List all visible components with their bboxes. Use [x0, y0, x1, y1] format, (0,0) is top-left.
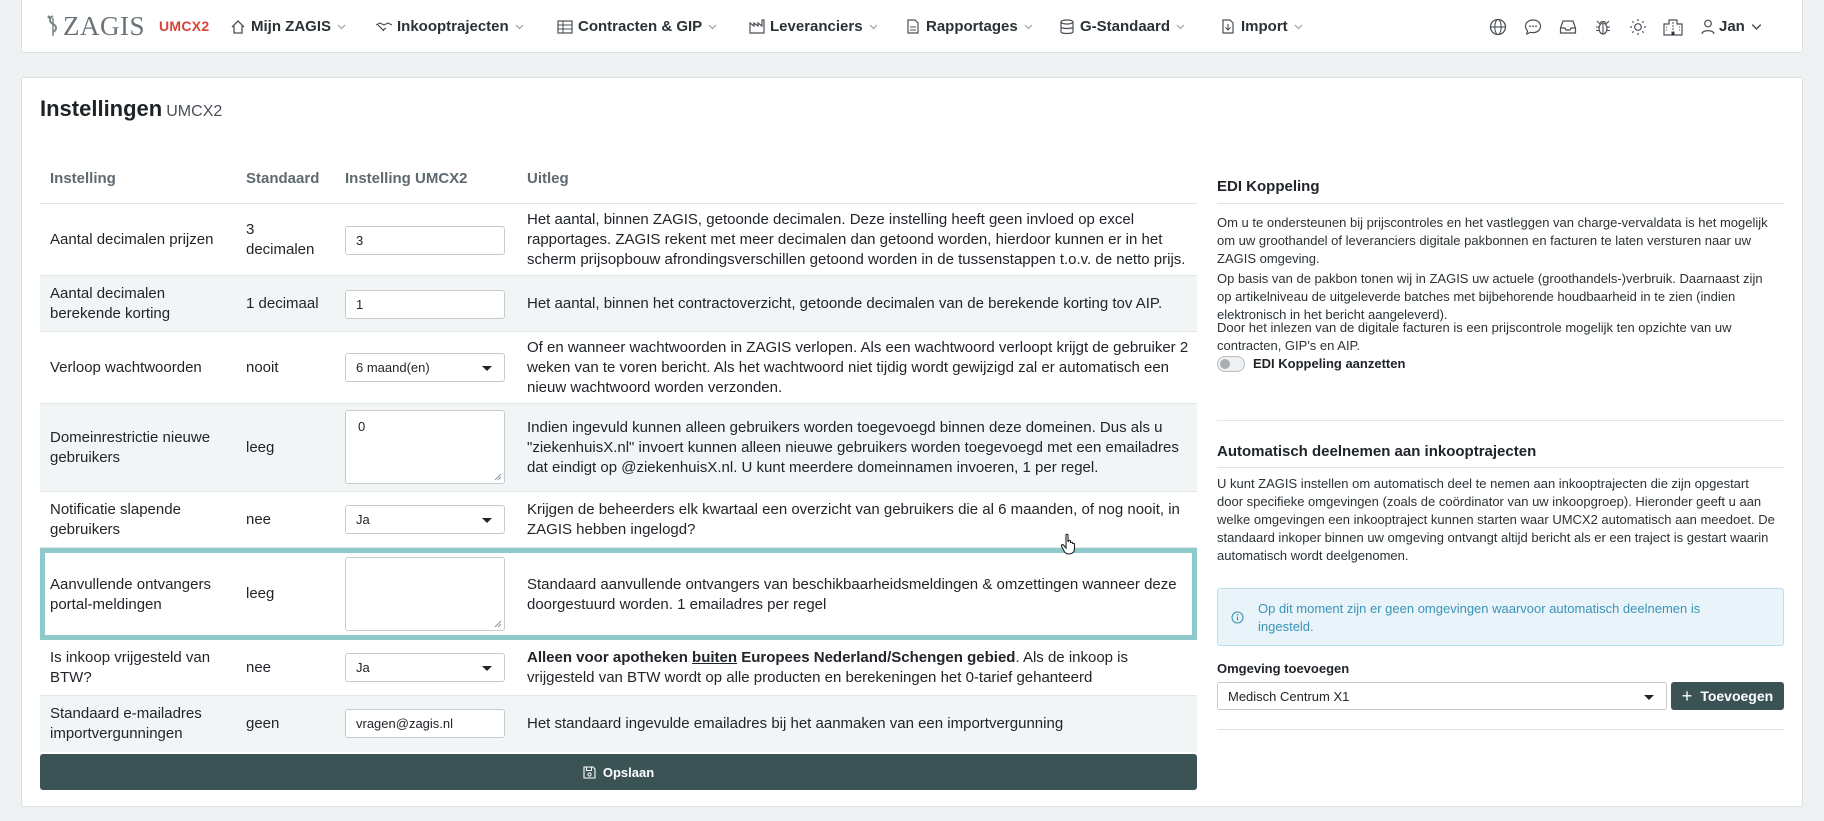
database-icon — [1058, 18, 1076, 36]
nav-label: Rapportages — [926, 18, 1018, 35]
setting-name: Notificatie slapende gebruikers — [50, 501, 181, 538]
info-text: Op dit moment zijn er geen omgevingen waarvoor automatisch deelnemen is ingesteld. — [1258, 601, 1701, 634]
auto-title: Automatisch deelnemen aan inkooptrajecten — [1217, 443, 1537, 460]
user-menu[interactable] — [1701, 0, 1762, 53]
table-row — [40, 492, 1197, 548]
chat-icon[interactable] — [1523, 17, 1543, 37]
verloop-wachtwoorden-select[interactable] — [345, 353, 505, 382]
decimalen-prijzen-input[interactable]: 3 — [345, 226, 505, 255]
user-icon — [1701, 19, 1715, 35]
divider — [1217, 420, 1784, 421]
caret-down-icon — [482, 518, 492, 523]
nav-label: Contracten & GIP — [578, 18, 703, 35]
chevron-down-icon — [869, 22, 878, 31]
header-uitleg: Uitleg — [527, 170, 569, 187]
nav-label: Import — [1241, 18, 1288, 35]
brand[interactable] — [44, 11, 210, 42]
select-value: Ja — [356, 512, 370, 527]
environment-select[interactable] — [1217, 682, 1667, 710]
setting-standard: leeg — [246, 585, 275, 602]
zagis-logo-icon — [44, 14, 62, 38]
setting-name: Aantal decimalen prijzen — [50, 231, 214, 248]
import-icon — [1219, 18, 1237, 36]
domeinrestrictie-textarea[interactable] — [345, 410, 505, 484]
nav-label: G-Standaard — [1080, 18, 1171, 35]
settings-card — [21, 77, 1803, 807]
textarea-value: 0 — [358, 419, 366, 434]
divider — [1217, 467, 1784, 468]
chevron-down-icon — [1751, 21, 1762, 32]
btw-vrijgesteld-select[interactable] — [345, 653, 505, 682]
resize-grip-icon[interactable] — [494, 473, 502, 481]
table-icon — [556, 18, 574, 36]
sun-icon[interactable] — [1628, 17, 1648, 37]
page-title — [40, 96, 222, 122]
inbox-icon[interactable] — [1558, 17, 1578, 37]
nav-g-standaard[interactable] — [1058, 0, 1185, 53]
setting-name: Domeinrestrictie nieuwe gebruikers — [50, 429, 211, 466]
bug-icon[interactable] — [1593, 17, 1613, 37]
caret-down-icon — [1644, 695, 1654, 700]
table-row — [40, 332, 1197, 404]
auto-participation-section — [1217, 443, 1784, 793]
chevron-down-icon — [337, 22, 346, 31]
setting-name: Aantal decimalen berekende korting — [50, 285, 171, 322]
toggle-knob — [1220, 359, 1230, 369]
table-header — [40, 158, 1197, 204]
nav-contracten[interactable] — [556, 0, 717, 53]
setting-standard: 1 decimaal — [246, 295, 319, 312]
nav-inkooptrajecten[interactable] — [375, 0, 524, 53]
add-environment-label: Omgeving toevoegen — [1217, 661, 1350, 676]
resize-grip-icon[interactable] — [494, 620, 502, 628]
setting-explanation: Of en wanneer wachtwoorden in ZAGIS verlopen. Als een wachtwoord verloopt krijgt de gebruiker 2 weken van te voren bericht. Als het wachtwoord niet tijdig wordt gewijzigd zal er automatisch een nieuw wachtwoord worden verzonden. — [527, 339, 1189, 396]
chevron-down-icon — [1294, 22, 1303, 31]
top-navbar — [21, 0, 1803, 53]
edi-title: EDI Koppeling — [1217, 178, 1320, 195]
edi-paragraph-1: Om u te ondersteunen bij prijscontroles en het vastleggen van charge-vervaldata is het mogelijk om uw groothandel of leveranciers digitale pakbonnen en facturen te laten versturen naar uw ZAGIS omgeving. — [1217, 215, 1768, 266]
brand-tenant: UMCX2 — [159, 18, 210, 34]
factory-icon — [748, 18, 766, 36]
chevron-down-icon — [1024, 22, 1033, 31]
explanation-bold: Alleen voor apotheken — [527, 649, 693, 666]
add-environment-button[interactable] — [1671, 682, 1784, 710]
setting-standard: nee — [246, 659, 272, 676]
header-instelling: Instelling — [50, 170, 116, 187]
nav-import[interactable] — [1219, 0, 1303, 53]
explanation-text: . Als de inkoop is vrijgesteld van BTW wordt op alle producten en berekeningen het 0-tarief gehanteerd — [527, 649, 1129, 686]
nav-right-tools — [1488, 0, 1804, 53]
setting-explanation: Standaard aanvullende ontvangers van beschikbaarheidsmeldingen & omzettingen wanneer deze doorgestuurd worden. 1 emailadres per regel — [527, 576, 1177, 613]
nav-rapportages[interactable] — [904, 0, 1033, 53]
page-title-text: Instellingen — [40, 96, 163, 121]
chevron-down-icon — [1176, 22, 1185, 31]
setting-name: Is inkoop vrijgesteld van BTW? — [50, 649, 211, 686]
home-icon — [229, 18, 247, 36]
explanation-bold: Europees Nederland/Schengen gebied — [737, 649, 1016, 666]
chevron-down-icon — [515, 22, 524, 31]
setting-standard: 3 decimalen — [246, 221, 315, 258]
document-icon — [904, 18, 922, 36]
edi-toggle[interactable] — [1217, 356, 1245, 372]
setting-explanation: Het aantal, binnen het contractoverzicht, getoonde decimalen van de berekende korting tov AIP. — [527, 295, 1163, 312]
setting-standard: geen — [246, 715, 280, 732]
decimalen-korting-input[interactable]: 1 — [345, 290, 505, 319]
import-email-input[interactable]: vragen@zagis.nl — [345, 709, 505, 738]
select-value: Medisch Centrum X1 — [1228, 689, 1350, 704]
caret-down-icon — [482, 366, 492, 371]
building-icon[interactable] — [1663, 17, 1683, 37]
auto-paragraph: U kunt ZAGIS instellen om automatisch deel te nemen aan inkooptrajecten die zijn opgestart door specifieke omgevingen (zoals de coördinator van uw inkoopgroep). Hieronder geeft u aan welke omgevingen een inkooptraject kunnen starten waar UMCX2 automatisch aan meedoet. De standaard inkoper binnen uw omgeving ontvangt altijd bericht als er een traject is gestart waarin automatisch wordt deelgenomen. — [1217, 476, 1775, 563]
edi-paragraph-3: Door het inlezen van de digitale facturen is een prijscontrole mogelijk ten opzichte van uw contracten, GIP's en AIP. — [1217, 320, 1732, 353]
select-value: Ja — [356, 660, 370, 675]
info-circle-icon — [1231, 611, 1244, 624]
page-subtitle: UMCX2 — [166, 103, 223, 120]
setting-explanation: Krijgen de beheerders elk kwartaal een overzicht van gebruikers die al 6 maanden, of nog nooit, in ZAGIS hebben ingelogd? — [527, 501, 1180, 538]
floppy-disk-icon — [583, 766, 596, 779]
brand-name: ZAGIS — [63, 10, 145, 41]
save-button[interactable] — [40, 754, 1197, 790]
table-row — [40, 696, 1197, 752]
setting-standard: nee — [246, 511, 272, 528]
setting-name: Standaard e-mailadres importvergunningen — [50, 705, 202, 742]
setting-explanation: Het aantal, binnen ZAGIS, getoonde decimalen. Deze instelling heeft geen invloed op excel rapportages. ZAGIS rekent met meer decimalen dan getoond worden, hierdoor kunnen er in het scherm prijsopbouw afrondingsverschillen getoond worden in de tussenstappen t.o.v. de netto prijs. — [527, 211, 1186, 268]
table-row — [40, 640, 1197, 696]
edi-toggle-label: EDI Koppeling aanzetten — [1253, 356, 1406, 371]
divider — [1217, 203, 1784, 204]
edi-section — [1217, 158, 1784, 378]
settings-table — [40, 158, 1197, 752]
setting-standard: leeg — [246, 439, 275, 456]
info-alert — [1217, 588, 1784, 646]
divider — [1217, 729, 1784, 730]
user-name: Jan — [1719, 18, 1745, 35]
header-standaard: Standaard — [246, 170, 320, 187]
setting-name: Aanvullende ontvangers portal-meldingen — [50, 576, 211, 613]
table-row-selected — [40, 548, 1197, 640]
plus-icon: + — [1681, 685, 1693, 706]
edi-paragraph-2: Op basis van de pakbon tonen wij in ZAGIS uw actuele (groothandels-)verbruik. Daarnaast zijn op artikelniveau de uitgeleverde batches met bijbehorende houdbaarheid in te zien (indien elektronisch in het bericht aangeleverd). — [1217, 271, 1763, 322]
header-instelling-umcx2: Instelling UMCX2 — [345, 170, 468, 187]
add-button-label: Toevoegen — [1700, 688, 1774, 704]
table-row — [40, 276, 1197, 332]
table-row — [40, 204, 1197, 276]
nav-mijn-zagis[interactable] — [229, 0, 346, 53]
setting-explanation — [527, 648, 1192, 688]
select-value: 6 maand(en) — [356, 360, 430, 375]
explanation-underline: buiten — [692, 649, 738, 666]
globe-icon[interactable] — [1488, 17, 1508, 37]
setting-standard: nooit — [246, 359, 279, 376]
setting-name: Verloop wachtwoorden — [50, 359, 202, 376]
setting-explanation: Het standaard ingevulde emailadres bij het aanmaken van een importvergunning — [527, 715, 1064, 732]
hand-cursor-icon — [1060, 533, 1078, 555]
nav-label: Mijn ZAGIS — [251, 18, 331, 35]
notificatie-slapende-select[interactable] — [345, 505, 505, 534]
nav-label: Leveranciers — [770, 18, 863, 35]
aanvullende-ontvangers-textarea[interactable] — [345, 557, 505, 631]
caret-down-icon — [482, 666, 492, 671]
save-label: Opslaan — [602, 764, 655, 780]
table-row — [40, 404, 1197, 492]
nav-leveranciers[interactable] — [748, 0, 878, 53]
handshake-icon — [375, 18, 393, 36]
setting-explanation: Indien ingevuld kunnen alleen gebruikers worden toegevoegd binnen deze domeinen. Dus als u "ziekenhuisX.nl" invoert kunnen alleen nieuwe gebruikers worden toegevoegd met een emailadres dat eindigt op @ziekenhuisX.nl. U kunt meerdere domeinnamen invoeren, 1 per regel. — [527, 419, 1179, 476]
chevron-down-icon — [708, 22, 717, 31]
nav-label: Inkooptrajecten — [397, 18, 509, 35]
